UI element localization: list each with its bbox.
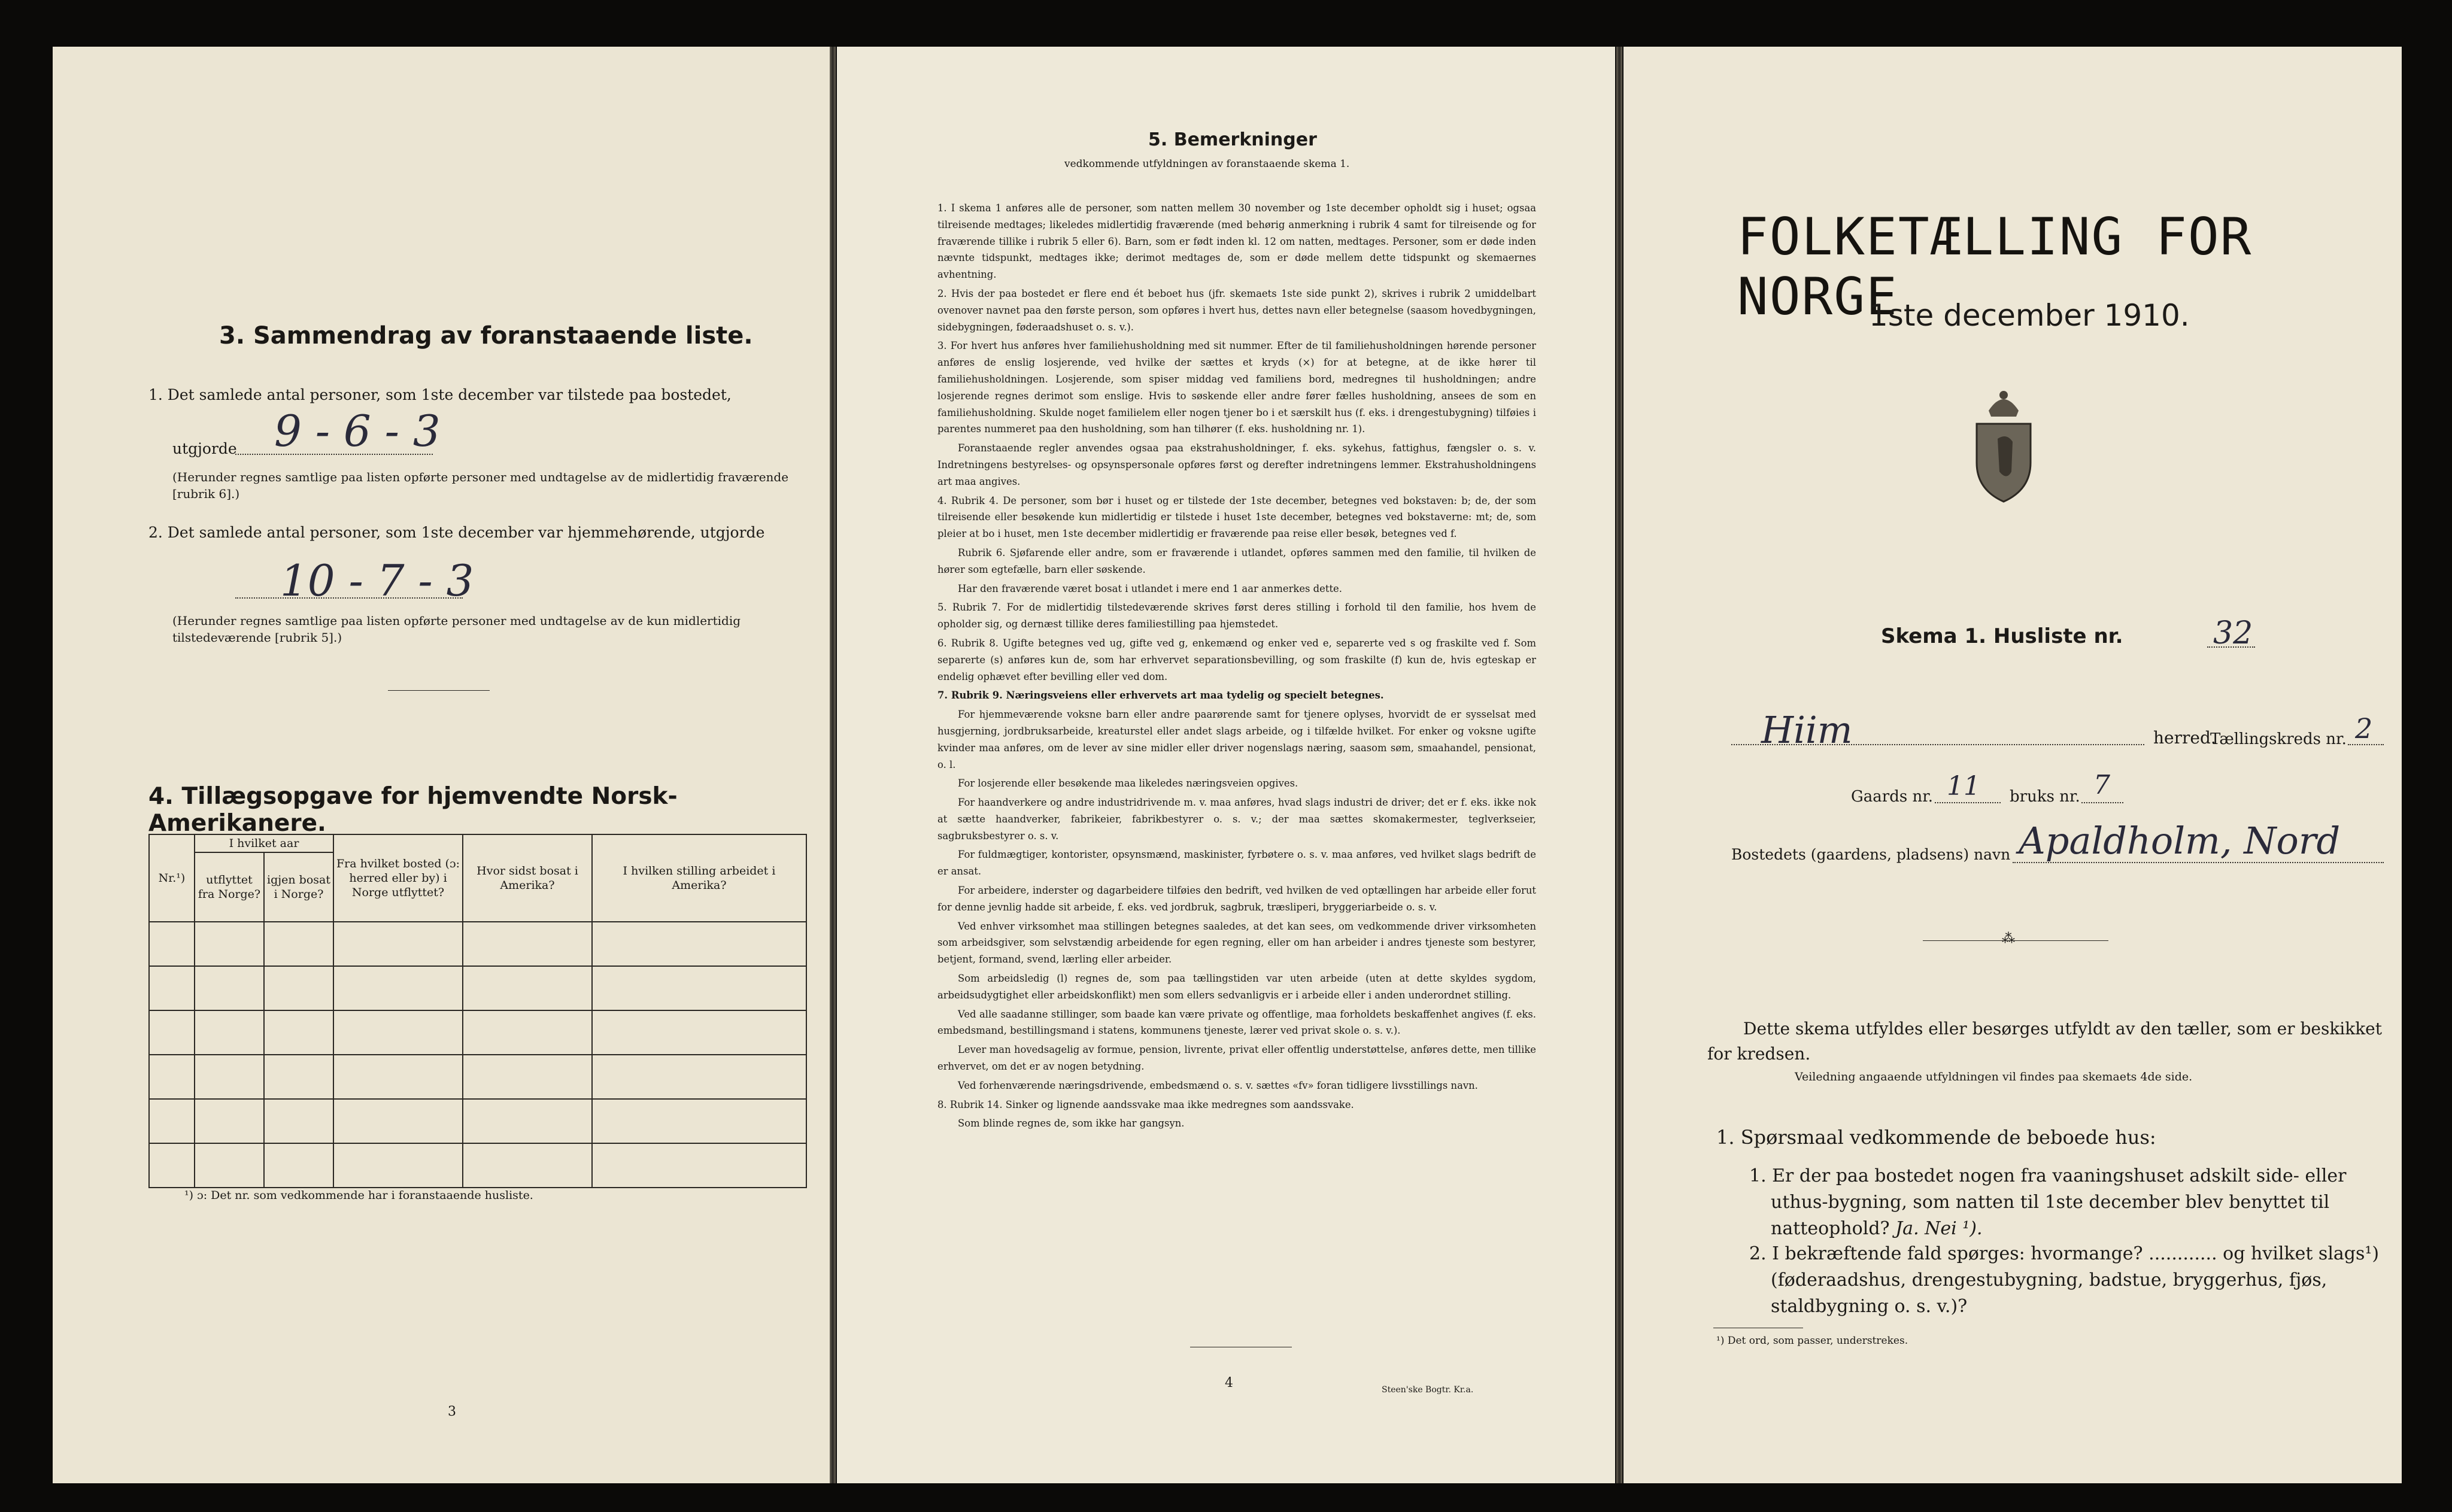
herred-value: Hiim: [1761, 708, 1853, 752]
page-middle: [837, 47, 1615, 1483]
census-title: FOLKETÆLLING FOR NORGE: [1737, 207, 2253, 327]
remark: Som blinde regnes de, som ikke har gangsyn.: [958, 1118, 1185, 1130]
page-number: 4: [1225, 1376, 1233, 1390]
col-nr: Nr.¹): [149, 834, 195, 922]
remark: Foranstaaende regler anvendes ogsaa paa ekstrahusholdninger, f. eks. sykehus, fattighus, fængsler o. s. v. Indretningens bestyrelses- og opsynspersonale opføres først og derefter indretningens lemmer. Ekstrahusholdningens art maa angives.: [937, 442, 1536, 487]
bruks-label: bruks nr.: [2010, 788, 2080, 806]
table-row: [149, 922, 806, 966]
bosted-label: Bostedets (gaardens, pladsens) navn: [1731, 846, 2011, 863]
remark: Ved enhver virksomhet maa stillingen betegnes saaledes, at det kan sees, om vedkommende driver virksomheten som arbeidsgiver, som selvstændig arbeidende for egen regning, eller om han arbeider i andres tjeneste som bestyrer, betjent, formand, svend, lærling eller arbeider.: [937, 920, 1536, 966]
table-row: [149, 1143, 806, 1188]
remark: 4. Rubrik 4. De personer, som bør i huset og er tilstede der 1ste december, betegnes ved bokstaven: b; de, der som tilreisende eller besøkende kun midlertidig er tilstede i huset 1ste december, betegnes ved bokstaverne: mt; de, som pleier at bo i huset, men 1ste december midlertidig er fraværende paa reise eller besøk, betegnes ved f.: [937, 494, 1536, 540]
remark: 1. I skema 1 anføres alle de personer, som natten mellem 30 november og 1ste december opholdt sig i huset; ogsaa tilreisende medtages; likeledes midlertidig fraværende (med behørig anmerkning i rubrik 4 samt for tilreisende og for fraværende tillike i rubrik 5 eller 6). Barn, som er født inden kl. 12 om natten, medtages. Personer, som er døde inden nævnte tidspunkt, medtages ikke; derimot medtages de, som er døde mellem dette tidspunkt og skemaernes avhentning.: [937, 202, 1536, 281]
remark: 2. Hvis der paa bostedet er flere end ét beboet hus (jfr. skemaets 1ste side punkt 2), skrives i rubrik 2 umiddelbart ovenover navnet paa den første person, som opføres i hvert hus, dettes navn eller betegnelse (saasom hovedbygningen, sidebygningen, føderaadshuset o. s. v.).: [937, 287, 1536, 333]
remark: 7. Rubrik 9. Næringsveiens eller erhvervets art maa tydelig og specielt betegnes.: [937, 690, 1384, 702]
husliste-nr: 32: [2213, 615, 2253, 651]
instruction: Dette skema utfyldes eller besørges utfyldt av den tæller, som er beskikket for kredsen.: [1707, 1019, 2383, 1064]
remark: For hjemmeværende voksne barn eller andre paarørende samt for tjenere oplyses, hvorvidt de er sysselsat med husgjerning, jordbruksarbeide, kreaturstel eller andet slags arbeide, og i tilfælde hvilket. For enker og voksne ugifte kvinder maa anføres, om de lever av sine midler eller driver nogenslags næring, saasom søm, smaahandel, pensionat, o. l.: [937, 709, 1536, 770]
kreds-label: Tællingskreds nr.: [2210, 730, 2347, 748]
remarks-subtitle: vedkommende utfyldningen av foranstaaende skema 1.: [1064, 158, 1350, 170]
remark: 3. For hvert hus anføres hver familiehusholdning med sit nummer. Efter de til familiehusholdningen hørende personer anføres de enslig losjerende, ved hvilke der sættes et kryds (×) for at betegne, at de ikke hører til familiehusholdningen. Losjerende, som spiser middag ved familiens bord, medregnes til husholdningen; andre losjerende regnes derimot som enslige. Hvis to søskende eller andre fører fælles husholdning, ansees de som en familiehusholdning. Skulde noget familielem eller nogen tjener bo i et særskilt hus (f. eks. i drengestubygning) tilføies i parentes nummeret paa den husholdning, som han tilhører (f. eks. husholdning nr. 1).: [937, 340, 1536, 435]
remark: For fuldmægtiger, kontorister, opsynsmænd, maskinister, fyrbøtere o. s. v. maa anføres, ved hvilket slags bedrift de er ansat.: [937, 849, 1536, 878]
footnote: ¹) Det ord, som passer, understrekes.: [1716, 1335, 1908, 1347]
question-2: 2. I bekræftende fald spørges: hvormange? ............ og hvilket slags¹) (føderaadshus, drengestubygning, badstue, bryggerhus, fjøs, staldbygning o. s. v.)?: [1749, 1243, 2380, 1317]
question-header: 1. Spørsmaal vedkommende de beboede hus:: [1716, 1126, 2156, 1149]
section4-footnote: ¹) ɔ: Det nr. som vedkommende har i foranstaaende husliste.: [184, 1189, 533, 1202]
remarks-title: 5. Bemerkninger: [1148, 129, 1317, 150]
census-date: 1ste december 1910.: [1869, 298, 2190, 333]
remark: Lever man hovedsagelig av formue, pension, livrente, privat eller offentlig understøttelse, anføres dette, men tillike erhvervet, om det er av nogen betydning.: [937, 1044, 1536, 1073]
gaards-value: 11: [1947, 771, 1980, 801]
section3-item1-note: (Herunder regnes samtlige paa listen opførte personer med undtagelse av de midlertidig fraværende [rubrik 6].): [172, 470, 789, 501]
remark: Ved forhenværende næringsdrivende, embedsmænd o. s. v. sættes «fv» foran tidligere livsstillings navn.: [958, 1079, 1478, 1091]
section3-item1-label: utgjorde: [172, 440, 237, 457]
remark: 6. Rubrik 8. Ugifte betegnes ved ug, gifte ved g, enkemænd og enker ved e, separerte ved s og fraskilte ved f. Som separerte (s) anføres kun de, som har erhvervet separationsbevilling, og som fraskilte (f) kun de, hvis egteskap er endelig ophævet efter bevilling eller ved dom.: [937, 637, 1536, 682]
page-left: [53, 47, 831, 1483]
section3-item1-text: 1. Det samlede antal personer, som 1ste december var tilstede paa bostedet,: [148, 386, 732, 403]
herred-label: herred.: [2153, 728, 2216, 748]
printer-mark: Steen'ske Bogtr. Kr.a.: [1382, 1385, 1474, 1395]
norsk-amerikanere-table: [148, 834, 807, 1188]
remark: Rubrik 6. Sjøfarende eller andre, som er fraværende i utlandet, opføres sammen med den familie, til hvilken de hører som egtefælle, barn eller søskende.: [937, 546, 1536, 575]
remark: For arbeidere, inderster og dagarbeidere tilføies den bedrift, ved hvilken de ved optællingen har arbeide eller forut for denne jevnlig hadde sit arbeide, f. eks. ved jordbruk, sagbruk, træsliperi, bryggeriarbeide o. s. v.: [937, 885, 1536, 913]
remarks-list: [937, 200, 1536, 1134]
remark: Som arbeidsledig (l) regnes de, som paa tællingstiden var uten arbeide (uten at dette skyldes sygdom, arbeidsudygtighet eller arbeidskonflikt) men som ellers sedvanligvis er i arbeide eller i anden underordnet stilling.: [937, 973, 1536, 1001]
remark: For haandverkere og andre industridrivende m. v. maa anføres, hvad slags industri de driver; det er f. eks. ikke nok at sætte haandverker, fabrikeier, fabrikbestyrer o. s. v.; der maa sættes skomakermester, teglverkseier, sagbruksbestyrer o. s. v.: [937, 797, 1536, 842]
section3-item1-value: 9 - 6 - 3: [274, 406, 441, 456]
page-right: [1623, 47, 2402, 1483]
section3-item2-text: 2. Det samlede antal personer, som 1ste december var hjemmehørende, utgjorde: [148, 524, 765, 541]
remark: Har den fraværende været bosat i utlandet i mere end 1 aar anmerkes dette.: [958, 582, 1342, 594]
section3-title: 3. Sammendrag av foranstaaende liste.: [219, 322, 753, 350]
table-row: [149, 1010, 806, 1055]
section3-item2-note: (Herunder regnes samtlige paa listen opførte personer med undtagelse av de kun midlertidig tilstedeværende [rubrik 5].): [172, 614, 741, 645]
col-group-year: I hvilket aar: [195, 834, 333, 852]
bosted-value: Apaldholm, Nord: [2019, 819, 2341, 863]
remark: Ved alle saadanne stillinger, som baade kan være private og offentlige, maa forholdets beskaffenhet angives (f. eks. embedsmand, bestillingsmand i statens, kommunens tjeneste, lærer ved privat skole o. s. v.).: [937, 1008, 1536, 1037]
col-stilling: I hvilken stilling arbeidet i Amerika?: [592, 834, 806, 922]
table-row: [149, 966, 806, 1010]
schema-label: Skema 1. Husliste nr.: [1881, 624, 2123, 648]
coat-of-arms-icon: [1965, 382, 2043, 508]
col-bosted: Fra hvilket bosted (ɔ: herred eller by) i Norge utflyttet?: [333, 834, 463, 922]
table-row: [149, 1055, 806, 1099]
remark: 8. Rubrik 14. Sinker og lignende aandssvake maa ikke medregnes som aandssvake.: [937, 1098, 1354, 1110]
instruction-small: Veiledning angaaende utfyldningen vil findes paa skemaets 4de side.: [1795, 1070, 2193, 1083]
bruks-value: 7: [2093, 770, 2110, 800]
kreds-value: 2: [2355, 712, 2373, 745]
question-1-answer: Ja. Nei ¹).: [1895, 1218, 1983, 1239]
col-igjen: igjen bosat i Norge?: [264, 852, 333, 922]
col-sidst: Hvor sidst bosat i Amerika?: [463, 834, 592, 922]
remark: For losjerende eller besøkende maa likeledes næringsveien opgives.: [958, 778, 1298, 790]
ornament-icon: ⁂: [2002, 931, 2015, 946]
section4-title: 4. Tillægsopgave for hjemvendte Norsk-Amerikanere.: [148, 783, 678, 837]
remark: 5. Rubrik 7. For de midlertidig tilstedeværende skrives først deres stilling i forhold til den familie, hos hvem de opholder sig, og dernæst tillike deres familiestilling paa hjemstedet.: [937, 602, 1536, 630]
gaards-label: Gaards nr.: [1851, 788, 1934, 806]
col-utflyttet: utflyttet fra Norge?: [195, 852, 264, 922]
section3-item2-value: 10 - 7 - 3: [280, 555, 474, 606]
question-1: 1. Er der paa bostedet nogen fra vaaningshuset adskilt side- eller uthus-bygning, som natten til 1ste december blev benyttet til natteophold? Ja. Nei ¹).: [1749, 1165, 2347, 1239]
table-row: [149, 1099, 806, 1143]
page-number: 3: [448, 1404, 456, 1419]
